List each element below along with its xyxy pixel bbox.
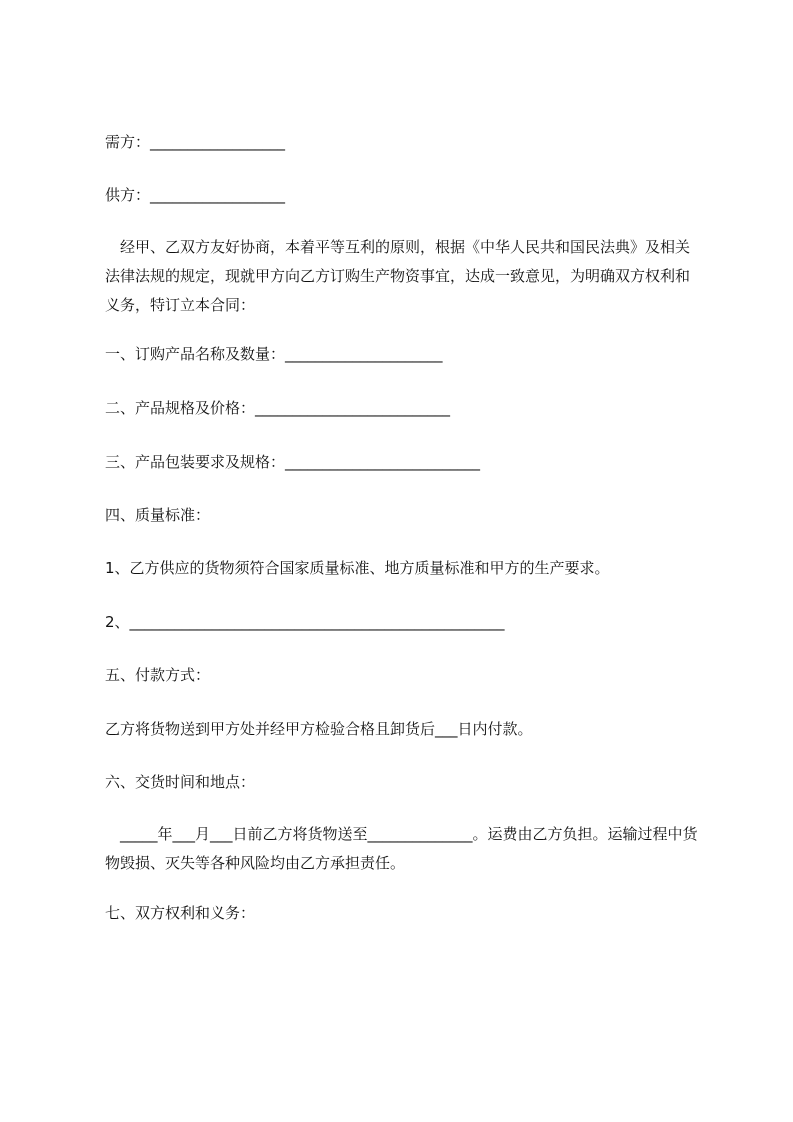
section-3-packaging: 三、产品包装要求及规格：__________________________	[105, 453, 481, 471]
section-6-title: 六、交货时间和地点：	[105, 773, 256, 791]
intro-paragraph: 经甲、乙双方友好协商，本着平等互利的原则，根据《中华人民共和国民法典》及相关法律法规的规定，现就甲方向乙方订购生产物资事宜，达成一致意见，为明确双方权利和义务，特订立本合同：	[105, 238, 691, 314]
demander-field: 需方：__________________	[105, 133, 286, 151]
section-5-title: 五、付款方式：	[105, 666, 211, 684]
section-6-text: _____年___月___日前乙方将货物送至______________。运费由乙方负担。运输过程中货物毁损、灭失等各种风险均由乙方承担责任。	[105, 825, 698, 872]
section-7-title: 七、双方权利和义务：	[105, 904, 256, 922]
supplier-field: 供方：__________________	[105, 186, 286, 204]
section-2-spec-price: 二、产品规格及价格：__________________________	[105, 399, 451, 417]
section-4-item-1: 1、乙方供应的货物须符合国家质量标准、地方质量标准和甲方的生产要求。	[105, 559, 610, 577]
section-4-item-2: 2、__________________________________________________	[105, 613, 505, 631]
section-5-text: 乙方将货物送到甲方处并经甲方检验合格且卸货后___日内付款。	[105, 720, 533, 738]
section-1-product-quantity: 一、订购产品名称及数量：_____________________	[105, 345, 443, 363]
section-4-title: 四、质量标准：	[105, 506, 211, 524]
